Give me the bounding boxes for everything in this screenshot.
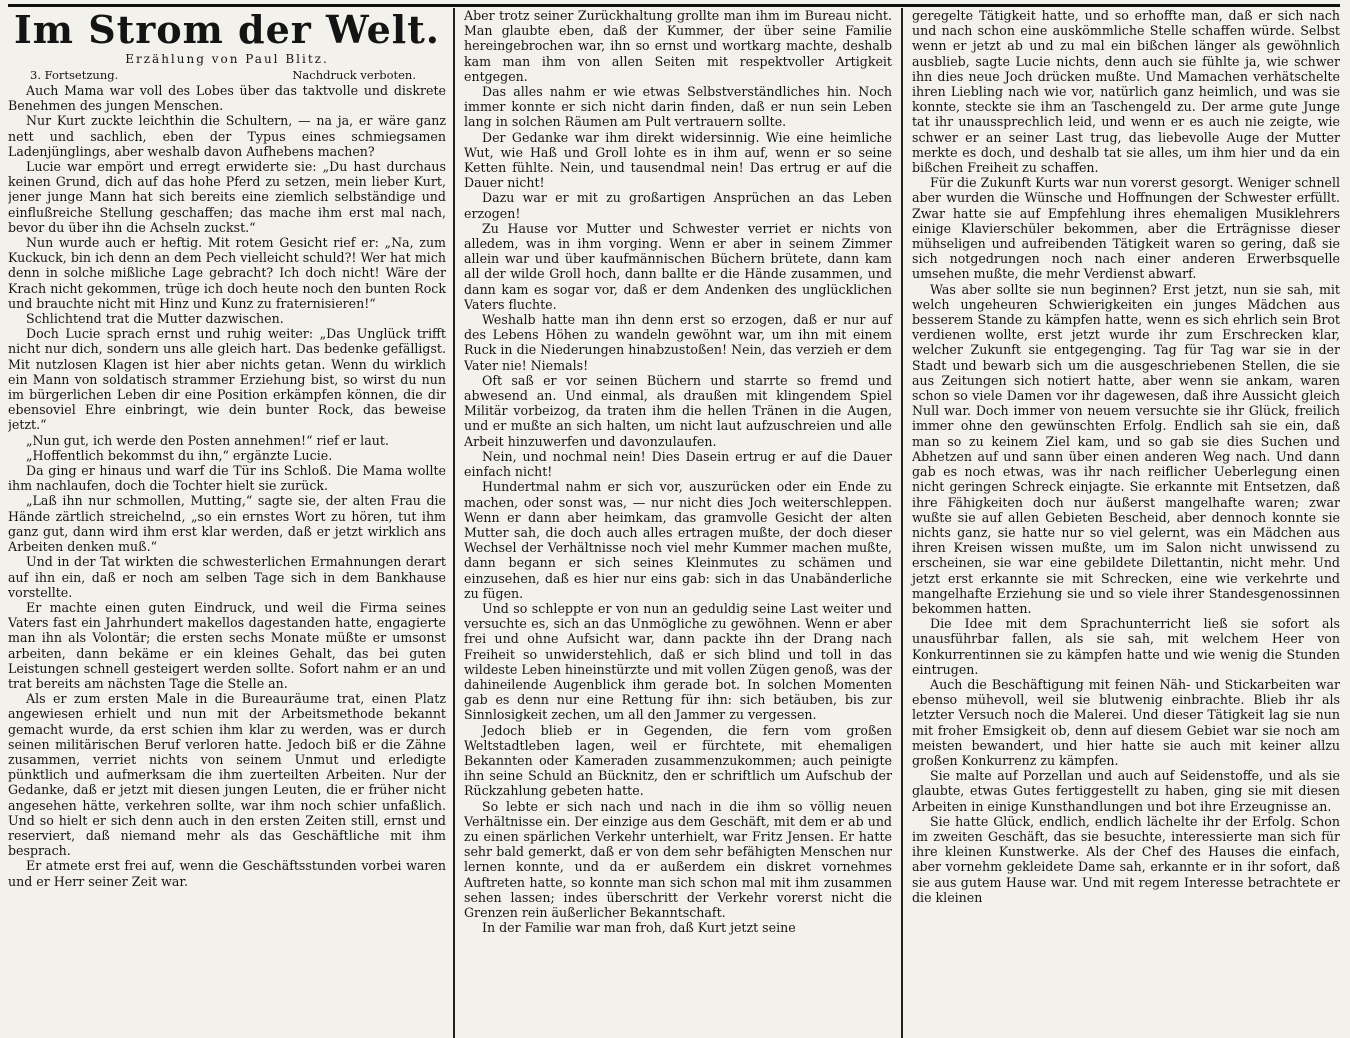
paragraph: Die Idee mit dem Sprachunterricht ließ sie sofort als unausführbar fallen, als sie sah, mit welchem Heer von Konkurrentinnen sie zu kämpfen hatte und wie wenig die Stunden eintrugen. [912, 616, 1340, 677]
top-rule [8, 4, 1340, 7]
paragraph: Und so schleppte er von nun an geduldig seine Last weiter und versuchte es, sich an das Unmögliche zu gewöhnen. Wenn er aber frei und ohne Aufsicht war, dann packte ihn der Drang nach Freiheit so unwiderstehlich, daß er sich blind und toll in das wildeste Leben hineinstürzte und mit vollen Zügen genoß, was der dahineilende Augenblick ihm gerade bot. In solchen Momenten gab es denn nur eine Rettung für ihn: sich betäuben, bis zur Sinnlosigkeit zechen, um all den Jammer zu vergessen. [464, 600, 892, 723]
column-1-body [8, 83, 446, 889]
paragraph: Aber trotz seiner Zurückhaltung grollte man ihm im Bureau nicht. Man glaubte eben, daß der Kummer, der über seine Familie hereingebrochen war, ihn so ernst und wortkarg machte, deshalb kam man ihm von allen Seiten mit respektvoller Artigkeit entgegen. [464, 8, 892, 84]
column-1 [8, 8, 453, 1038]
article-meta [8, 68, 446, 82]
article-byline: Erzählung von Paul Blitz. [125, 52, 329, 66]
paragraph: Was aber sollte sie nun beginnen? Erst jetzt, nun sie sah, mit welch ungeheuren Schwierigkeiten ein junges Mädchen aus besserem Stande zu kämpfen hatte, wenn es sich ehrlich sein Brot verdienen wollte, erst jetzt wurde ihr zum Erschrecken klar, welcher Zukunft sie entgegenging. Tag für Tag war sie in der Stadt und bewarb sich um die ausgeschriebenen Stellen, die sie aus Zeitungen sich notiert hatte, aber wenn sie ankam, waren schon so viele Damen vor ihr dagewesen, daß ihre Aussicht gleich Null war. Doch immer von neuem versuchte sie ihr Glück, freilich immer ohne den gewünschten Erfolg. Endlich sah sie ein, daß man so zu keinem Ziel kam, und so gab sie dies Suchen und Abhetzen auf und sann über einen anderen Weg nach. Und dann gab es noch etwas, was ihr nach reiflicher Ueberlegung einen nicht geringen Schreck einjagte. Sie erkannte mit Entsetzen, daß ihre Fähigkeiten doch nur äußerst mangelhafte waren; zwar wußte sie auf allen Gebieten Bescheid, aber dennoch konnte sie nichts ganz, sie hatte nur so viel gelernt, was ein Mädchen aus ihren Kreisen wissen mußte, um im Salon nicht unwissend zu erscheinen, sie war eine gebildete Dilettantin, nicht mehr. Und jetzt erst erkannte sie mit Schrecken, eine wie verkehrte und mangelhafte Erziehung sie und so viele ihrer Standesgenossinnen bekommen hatten. [912, 281, 1340, 616]
paragraph: Nun wurde auch er heftig. Mit rotem Gesicht rief er: „Na, zum Kuckuck, bin ich denn an dem Pech vielleicht schuld?! Wer hat mich denn in solche mißliche Lage gebracht? Ich doch nicht! Wäre der Krach nicht gekommen, trüge ich doch heute noch den bunten Rock und brauchte nicht mit Hinz und Kunz zu fraternisieren!“ [8, 235, 446, 311]
paragraph: „Hoffentlich bekommst du ihn,“ ergänzte Lucie. [26, 447, 333, 463]
paragraph: Er machte einen guten Eindruck, und weil die Firma seines Vaters fast ein Jahrhundert makellos dagestanden hatte, engagierte man ihn als Volontär; die ersten sechs Monate müßte er umsonst arbeiten, dann bekäme er ein kleines Gehalt, das bei guten Leistungen schnell gesteigert werden sollte. Sofort nahm er an und trat bereits am nächsten Tage die Stelle an. [8, 599, 446, 691]
column-2 [453, 8, 903, 1038]
paragraph: Da ging er hinaus und warf die Tür ins Schloß. Die Mama wollte ihm nachlaufen, doch die Tochter hielt sie zurück. [8, 463, 446, 494]
paragraph: So lebte er sich nach und nach in die ihm so völlig neuen Verhältnisse ein. Der einzige aus dem Geschäft, mit dem er ab und zu einen spärlichen Verkehr unterhielt, war Fritz Jensen. Er hatte sehr bald gemerkt, daß er von dem sehr befähigten Menschen nur lernen konnte, und da er außerdem ein diskret vornehmes Auftreten hatte, so konnte man sich schon mal mit ihm zusammen sehen lassen; indes überschritt der Verkehr vorerst nicht die Grenzen rein äußerlicher Bekanntschaft. [464, 798, 892, 920]
paragraph: Zu Hause vor Mutter und Schwester verriet er nichts von alledem, was in ihm vorging. Wenn er aber in seinem Zimmer allein war und über kaufmännischen Büchern brütete, dann kam all der wilde Groll hoch, dann ballte er die Hände zusammen, und dann kam es sogar vor, daß er dem Andenken des unglücklichen Vaters fluchte. [464, 220, 892, 312]
paragraph: Weshalb hatte man ihn denn erst so erzogen, daß er nur auf des Lebens Höhen zu wandeln gewöhnt war, um ihn mit einem Ruck in die Niederungen hinabzustoßen! Nein, das verzieh er dem Vater nie! Niemals! [464, 312, 892, 373]
paragraph: Als er zum ersten Male in die Bureauräume trat, einen Platz angewiesen erhielt und nun mit der Arbeitsmethode bekannt gemacht wurde, da erst schien ihm klar zu werden, was er durch seinen militärischen Beruf verloren hatte. Jedoch biß er die Zähne zusammen, verriet nichts von seinem Unmut und erledigte pünktlich und aufmerksam die ihm zuerteilten Arbeiten. Nur der Gedanke, daß er jetzt mit diesen jungen Leuten, die er früher nicht angesehen hätte, verkehren sollte, war ihm noch schier unfaßlich. Und so hielt er sich denn auch in den ersten Zeiten still, ernst und reserviert, daß niemand mehr als das Geschäftliche mit ihm besprach. [8, 691, 446, 859]
paragraph: Der Gedanke war ihm direkt widersinnig. Wie eine heimliche Wut, wie Haß und Groll lohte es in ihm auf, wenn er so seine Ketten fühlte. Nein, und tausendmal nein! Das ertrug er auf die Dauer nicht! [464, 129, 892, 191]
column-layout [8, 8, 1340, 1038]
paragraph: Dazu war er mit zu großartigen Ansprüchen an das Leben erzogen! [464, 190, 892, 221]
paragraph: „Nun gut, ich werde den Posten annehmen!“ rief er laut. [26, 432, 389, 448]
paragraph: Er atmete erst frei auf, wenn die Geschäftsstunden vorbei waren und er Herr seiner Zeit war. [8, 858, 446, 889]
paragraph: Nur Kurt zuckte leichthin die Schultern, — na ja, er wäre ganz nett und sachlich, eben der Typus eines schmiegsamen Ladenjünglings, aber weshalb davon Aufhebens machen? [8, 113, 446, 159]
paragraph: Nein, und nochmal nein! Dies Dasein ertrug er auf die Dauer einfach nicht! [464, 448, 892, 480]
paragraph: Oft saß er vor seinen Büchern und starrte so fremd und abwesend an. Und einmal, als draußen mit klingendem Spiel Militär vorbeizog, da traten ihm die hellen Tränen in die Augen, und er mußte an sich halten, um nicht laut aufzuschreien und alle Arbeit hinzuwerfen und davonzulaufen. [464, 372, 892, 449]
paragraph: Jedoch blieb er in Gegenden, die fern vom großen Weltstadtleben lagen, weil er fürchtete, mit ehemaligen Bekannten oder Kameraden zusammenzukommen; auch peinigte ihn seine Schuld an Bücknitz, den er schriftlich um Aufschub der Rückzahlung gebeten hatte. [464, 722, 892, 799]
paragraph: In der Familie war man froh, daß Kurt jetzt seine [482, 920, 796, 936]
paragraph: Hundertmal nahm er sich vor, auszurücken oder ein Ende zu machen, oder sonst was, — nur nicht dies Joch weiterschleppen. Wenn er dann aber heimkam, das gramvolle Gesicht der alten Mutter sah, die doch auch alles ertragen mußte, der doch dieser Wechsel der Verhältnisse noch viel mehr Kummer machen mußte, dann begann er sich seines Kleinmutes zu schämen und einzusehen, daß es hier nur eins gab: sich in das Unabänderliche zu fügen. [464, 479, 892, 601]
paragraph: Und in der Tat wirkten die schwesterlichen Ermahnungen derart auf ihn ein, daß er noch am selben Tage sich in dem Bankhause vorstellte. [8, 554, 446, 600]
paragraph: Schlichtend trat die Mutter dazwischen. [26, 311, 284, 327]
paragraph: Das alles nahm er wie etwas Selbstverständliches hin. Noch immer konnte er sich nicht darin finden, daß er nun sein Leben lang in solchen Räumen am Pult vertrauern sollte. [464, 84, 892, 130]
paragraph: Auch Mama war voll des Lobes über das taktvolle und diskrete Benehmen des jungen Menschen. [8, 83, 446, 114]
paragraph: „Laß ihn nur schmollen, Mutting,“ sagte sie, der alten Frau die Hände zärtlich streichelnd, „so ein ernstes Wort zu hören, tut ihm ganz gut, dann wird ihm erst klar werden, daß er jetzt wirklich ans Arbeiten denken muß.“ [8, 493, 446, 555]
installment-label: 3. Fortsetzung. [30, 68, 119, 82]
reprint-notice: Nachdruck verboten. [292, 68, 416, 82]
paragraph: geregelte Tätigkeit hatte, und so erhoffte man, daß er sich nach und nach schon eine auskömmliche Stelle schaffen würde. Selbst wenn er jetzt ab und zu mal ein bißchen länger als gewöhnlich ausblieb, sagte Lucie nichts, denn auch sie fühlte ja, wie schwer ihn dies neue Joch drücken mußte. Und Mamachen verhätschelte ihren Liebling nach wie vor, natürlich ganz heimlich, und was sie konnte, steckte sie ihm an Taschengeld zu. Der arme gute Junge tat ihr unaussprechlich leid, und wenn er es auch nie zeigte, wie schwer er an seiner Last trug, das liebevolle Auge der Mutter merkte es doch, und deshalb tat sie alles, um ihm hier und da ein bißchen Freiheit zu schaffen. [912, 8, 1340, 176]
paragraph: Lucie war empört und erregt erwiderte sie: „Du hast durchaus keinen Grund, dich auf das hohe Pferd zu setzen, mein lieber Kurt, jener junge Mann hat sich bereits eine ziemlich selbständige und einflußreiche Stellung geschaffen; das mache ihm erst mal nach, bevor du über ihn die Achseln zuckst.“ [8, 159, 446, 235]
paragraph: Sie hatte Glück, endlich, endlich lächelte ihr der Erfolg. Schon im zweiten Geschäft, das sie besuchte, interessierte man sich für ihre kleinen Kunstwerke. Als der Chef des Hauses die einfach, aber vornehm gekleidete Dame sah, erkannte er in ihr sofort, daß sie aus gutem Hause war. Und mit regem Interesse betrachtete er die kleinen [912, 813, 1340, 905]
column-2-body [464, 8, 892, 935]
paragraph: Für die Zukunft Kurts war nun vorerst gesorgt. Weniger schnell aber wurden die Wünsche und Hoffnungen der Schwester erfüllt. Zwar hatte sie auf Empfehlung ihres ehemaligen Musiklehrers einige Klavierschüler bekommen, aber die Erträgnisse dieser mühseligen und aufreibenden Tätigkeit waren so gering, daß sie sich notgedrungen noch nach einer anderen Erwerbsquelle umsehen mußte, die mehr Verdienst abwarf. [912, 175, 1340, 282]
column-3-body [912, 8, 1340, 905]
article-title: Im Strom der Welt. [14, 8, 440, 52]
paragraph: Doch Lucie sprach ernst und ruhig weiter: „Das Unglück trifft nicht nur dich, sondern uns alle gleich hart. Das bedenke gefälligst. Mit nutzlosen Klagen ist hier aber nichts getan. Wenn du wirklich ein Mann von soldatisch strammer Erziehung bist, so wirst du nun im bürgerlichen Leben dir eine Position erkämpfen können, die dir ebensoviel Ehre einbringt, wie dein bunter Rock, das beweise jetzt.“ [8, 326, 446, 433]
paragraph: Auch die Beschäftigung mit feinen Näh- und Stickarbeiten war ebenso mühevoll, weil sie blutwenig einbrachte. Blieb ihr als letzter Versuch noch die Malerei. Und dieser Tätigkeit lag sie nun mit froher Emsigkeit ob, denn auf diesem Gebiet war sie noch am meisten bewandert, und hier hatte sie auch mit keiner allzu großen Konkurrenz zu kämpfen. [912, 676, 1340, 768]
column-3 [903, 8, 1340, 1038]
paragraph: Sie malte auf Porzellan und auch auf Seidenstoffe, und als sie glaubte, etwas Gutes fertiggestellt zu haben, ging sie mit diesen Arbeiten in einige Kunsthandlungen und bot ihre Erzeugnisse an. [912, 768, 1340, 814]
